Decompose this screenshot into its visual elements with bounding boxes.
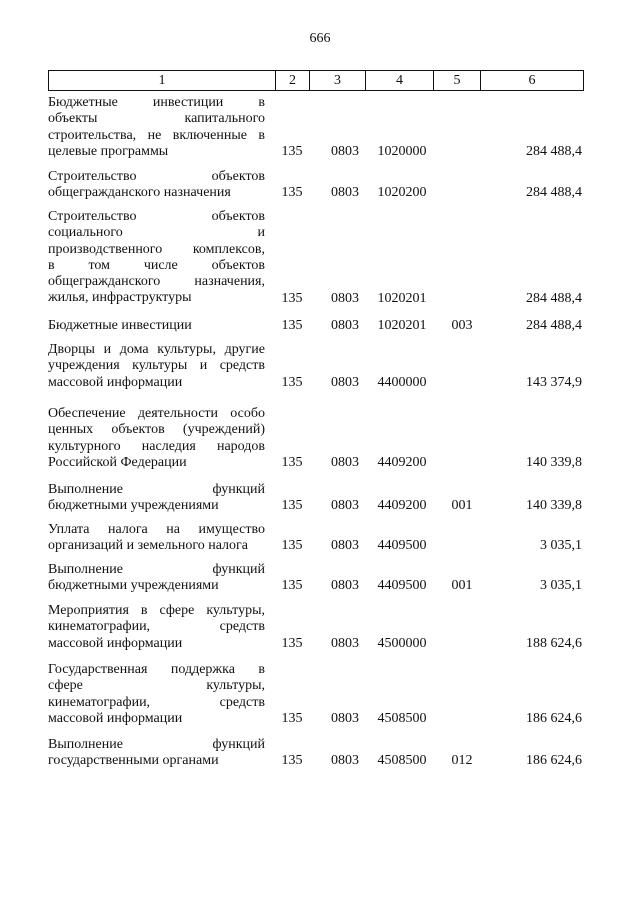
row-name-line: производственного комплексов, bbox=[48, 241, 265, 257]
cell-c5: 012 bbox=[451, 753, 473, 769]
cell-c6: 3 035,1 bbox=[540, 538, 582, 554]
cell-c4: 1020201 bbox=[377, 318, 427, 333]
row-name-line: общегражданского назначения bbox=[48, 185, 231, 201]
cell-c3: 0803 bbox=[331, 374, 359, 390]
cell-c6: 140 339,8 bbox=[526, 498, 582, 514]
cell-c4: 4400000 bbox=[377, 374, 427, 390]
cell-c4: 1020000 bbox=[377, 143, 427, 159]
row-name-line: кинематографии, средств bbox=[48, 619, 265, 635]
cell-c6: 284 488,4 bbox=[526, 290, 582, 306]
cell-c6: 140 339,8 bbox=[526, 454, 582, 470]
row-name bbox=[48, 95, 265, 160]
header-col-4: 4 bbox=[365, 71, 433, 90]
cell-c4: 4409500 bbox=[377, 538, 427, 554]
cell-c2: 135 bbox=[281, 635, 303, 651]
row-name-line: общегражданского назначения, bbox=[48, 274, 265, 290]
row-name-line: Строительство объектов bbox=[48, 169, 265, 184]
cell-c2: 135 bbox=[281, 753, 303, 769]
row-name bbox=[48, 482, 265, 515]
cell-c4: 4409200 bbox=[377, 454, 427, 470]
row-name-line: культурного наследия народов bbox=[48, 438, 265, 454]
row-name-line: в том числе объектов bbox=[48, 257, 265, 273]
cell-c2: 135 bbox=[281, 290, 303, 306]
row-name-line: жилья, инфраструктуры bbox=[48, 290, 192, 306]
cell-c3: 0803 bbox=[331, 578, 359, 594]
cell-c6: 284 488,4 bbox=[526, 185, 582, 201]
cell-c6: 186 624,6 bbox=[526, 710, 582, 726]
header-col-2: 2 bbox=[275, 71, 309, 90]
row-name-line: целевые программы bbox=[48, 143, 169, 159]
row-name-line: Российской Федерации bbox=[48, 454, 187, 470]
cell-c5: 001 bbox=[451, 498, 473, 514]
cell-c6: 284 488,4 bbox=[526, 318, 582, 333]
row-name-line: Бюджетные инвестиции в bbox=[48, 95, 265, 110]
header-col-5: 5 bbox=[433, 71, 480, 90]
row-name-line: Дворцы и дома культуры, другие bbox=[48, 342, 265, 357]
cell-c3: 0803 bbox=[331, 185, 359, 201]
cell-c3: 0803 bbox=[331, 454, 359, 470]
row-name-line: Обеспечение деятельности особо bbox=[48, 406, 265, 421]
cell-c2: 135 bbox=[281, 578, 303, 594]
cell-c2: 135 bbox=[281, 143, 303, 159]
row-name-line: Выполнение функций bbox=[48, 562, 265, 577]
row-name-line: учреждения культуры и средств bbox=[48, 358, 265, 374]
row-name bbox=[48, 522, 265, 555]
cell-c2: 135 bbox=[281, 538, 303, 554]
row-name bbox=[48, 342, 265, 391]
cell-c5: 003 bbox=[451, 318, 473, 333]
header-col-1: 1 bbox=[158, 73, 166, 88]
cell-c4: 1020201 bbox=[377, 290, 427, 306]
cell-c3: 0803 bbox=[331, 498, 359, 514]
row-name-line: массовой информации bbox=[48, 710, 183, 726]
cell-c3: 0803 bbox=[331, 538, 359, 554]
row-name-line: Строительство объектов bbox=[48, 209, 265, 224]
row-name-line: строительства, не включенные в bbox=[48, 127, 265, 143]
cell-c4: 4508500 bbox=[377, 710, 427, 726]
row-name bbox=[48, 406, 265, 471]
cell-c3: 0803 bbox=[331, 290, 359, 306]
cell-c6: 143 374,9 bbox=[526, 374, 582, 390]
cell-c4: 4409200 bbox=[377, 498, 427, 514]
row-name-line: Бюджетные инвестиции bbox=[48, 318, 192, 333]
cell-c3: 0803 bbox=[331, 710, 359, 726]
row-name-line: ценных объектов (учреждений) bbox=[48, 422, 265, 438]
row-name-line: объекты капитального bbox=[48, 111, 265, 127]
row-name-line: кинематографии, средств bbox=[48, 694, 265, 710]
row-name-line: государственными органами bbox=[48, 753, 219, 769]
cell-c4: 4409500 bbox=[377, 578, 427, 594]
row-name-line: Уплата налога на имущество bbox=[48, 522, 265, 537]
cell-c3: 0803 bbox=[331, 635, 359, 651]
row-name bbox=[48, 209, 265, 307]
row-name bbox=[48, 169, 265, 202]
cell-c6: 3 035,1 bbox=[540, 578, 582, 594]
cell-c2: 135 bbox=[281, 710, 303, 726]
cell-c3: 0803 bbox=[331, 143, 359, 159]
row-name bbox=[48, 662, 265, 727]
cell-c2: 135 bbox=[281, 498, 303, 514]
cell-c4: 4500000 bbox=[377, 635, 427, 651]
header-col-6: 6 bbox=[480, 71, 583, 90]
row-name-line: бюджетными учреждениями bbox=[48, 498, 219, 514]
row-name bbox=[48, 318, 265, 334]
cell-c3: 0803 bbox=[331, 753, 359, 769]
cell-c2: 135 bbox=[281, 318, 303, 333]
row-name-line: Мероприятия в сфере культуры, bbox=[48, 603, 265, 618]
page-number: 666 bbox=[309, 31, 331, 46]
cell-c5: 001 bbox=[451, 578, 473, 594]
row-name-line: массовой информации bbox=[48, 635, 183, 651]
row-name bbox=[48, 737, 265, 770]
row-name-line: массовой информации bbox=[48, 374, 183, 390]
cell-c2: 135 bbox=[281, 185, 303, 201]
cell-c6: 284 488,4 bbox=[526, 143, 582, 159]
cell-c4: 4508500 bbox=[377, 753, 427, 769]
cell-c2: 135 bbox=[281, 374, 303, 390]
cell-c6: 188 624,6 bbox=[526, 635, 582, 651]
cell-c2: 135 bbox=[281, 454, 303, 470]
cell-c4: 1020200 bbox=[377, 185, 427, 201]
row-name-line: организаций и земельного налога bbox=[48, 538, 248, 554]
row-name-line: Государственная поддержка в bbox=[48, 662, 265, 677]
row-name-line: бюджетными учреждениями bbox=[48, 578, 219, 594]
row-name-line: социального и bbox=[48, 225, 265, 241]
row-name bbox=[48, 603, 265, 652]
row-name-line: сфере культуры, bbox=[48, 678, 265, 694]
cell-c6: 186 624,6 bbox=[526, 753, 582, 769]
header-col-3: 3 bbox=[309, 71, 365, 90]
row-name bbox=[48, 562, 265, 595]
row-name-line: Выполнение функций bbox=[48, 482, 265, 497]
row-name-line: Выполнение функций bbox=[48, 737, 265, 752]
cell-c3: 0803 bbox=[331, 318, 359, 333]
table-header bbox=[48, 70, 584, 91]
